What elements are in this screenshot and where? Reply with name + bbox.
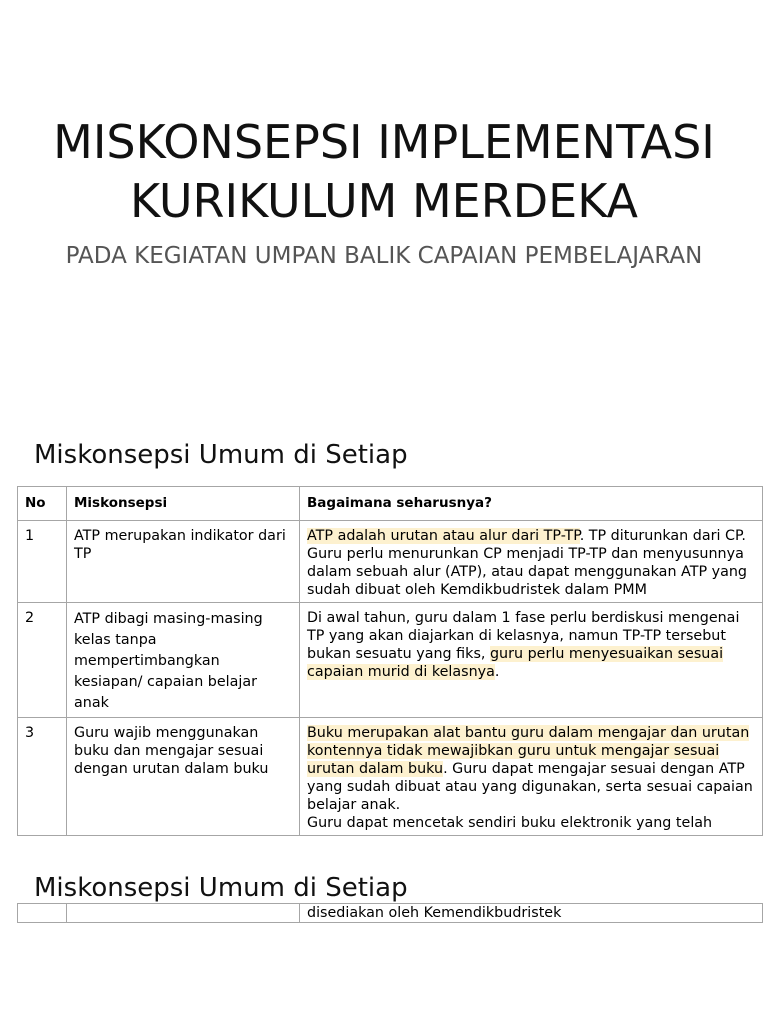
row-misconception: ATP dibagi masing-masing kelas tanpa mempertimbangkan kesiapan/ capaian belajar anak xyxy=(67,603,300,718)
table-row xyxy=(18,603,763,718)
table-header-row xyxy=(18,487,763,521)
row-answer xyxy=(300,603,763,718)
table-row xyxy=(18,904,763,923)
row-misconception: ATP merupakan indikator dari TP xyxy=(67,521,300,603)
row-no: 2 xyxy=(18,603,67,718)
row-answer xyxy=(300,718,763,836)
document-title xyxy=(0,113,768,231)
answer-text: Di awal tahun, guru dalam 1 fase perlu berdiskusi mengenai TP yang akan diajarkan di kelasnya, namun TP-TP tersebut bukan sesuatu yang fiks, xyxy=(307,610,740,662)
highlight-text: ATP adalah urutan atau alur dari TP-TP xyxy=(307,528,580,544)
table-row xyxy=(18,718,763,836)
header-misconception: Miskonsepsi xyxy=(67,487,300,521)
title-line-2: KURIKULUM MERDEKA xyxy=(129,174,639,228)
misconception-table xyxy=(17,486,763,836)
misconception-table-continued xyxy=(17,903,763,923)
section-heading-repeat: Miskonsepsi Umum di Setiap xyxy=(34,873,408,903)
row-answer xyxy=(300,521,763,603)
row-no: 3 xyxy=(18,718,67,836)
document-subtitle: PADA KEGIATAN UMPAN BALIK CAPAIAN PEMBELAJARAN xyxy=(65,243,703,269)
answer-text: . Guru dapat mengajar sesuai dengan ATP yang sudah dibuat atau yang digunakan, serta sesuai capaian belajar anak. xyxy=(307,761,753,813)
table-row xyxy=(18,521,763,603)
highlight-text: guru perlu menyesuaikan sesuai capaian murid di kelasnya xyxy=(307,646,724,680)
section-heading: Miskonsepsi Umum di Setiap xyxy=(34,440,408,470)
title-line-1: MISKONSEPSI IMPLEMENTASI xyxy=(53,115,715,169)
row-answer-continued: disediakan oleh Kemendikbudristek xyxy=(300,904,763,923)
answer-text: . xyxy=(494,664,500,680)
answer-text: Guru dapat mencetak sendiri buku elektronik yang telah xyxy=(307,815,713,831)
row-no: 1 xyxy=(18,521,67,603)
row-no xyxy=(18,904,67,923)
row-misconception: Guru wajib menggunakan buku dan mengajar sesuai dengan urutan dalam buku xyxy=(67,718,300,836)
row-misconception xyxy=(67,904,300,923)
header-answer: Bagaimana seharusnya? xyxy=(300,487,763,521)
highlight-text: Buku merupakan alat bantu guru dalam mengajar dan urutan kontennya tidak mewajibkan guru untuk mengajar sesuai urutan dalam buku xyxy=(307,725,750,777)
answer-text: . TP diturunkan dari CP. Guru perlu menurunkan CP menjadi TP-TP dan menyusunnya dalam sebuah alur (ATP), atau dapat menggunakan ATP yang sudah dibuat oleh Kemdikbudristek dalam PMM xyxy=(307,528,747,598)
header-no: No xyxy=(18,487,67,521)
